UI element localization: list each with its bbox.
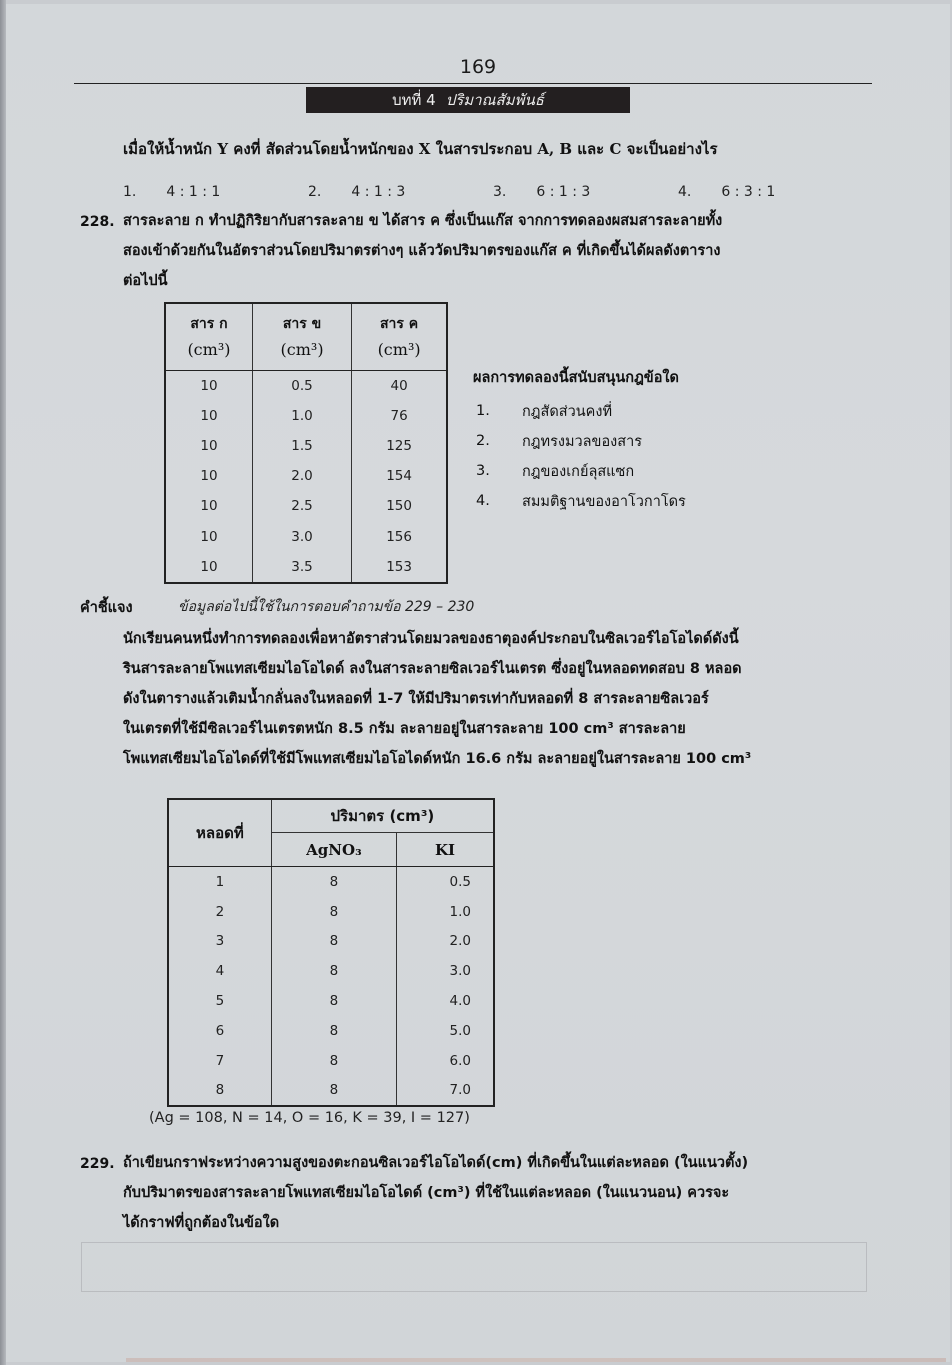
table-cell: 1 bbox=[168, 867, 271, 897]
option-text: กฎของเกย์ลุสแซก bbox=[522, 463, 635, 480]
table-row bbox=[165, 491, 447, 521]
table-row bbox=[165, 521, 447, 551]
table-cell: 6.0 bbox=[397, 1046, 494, 1076]
question-229-text bbox=[123, 1148, 868, 1238]
table-cell: 8 bbox=[271, 956, 396, 986]
table-cell: 3.5 bbox=[252, 552, 351, 583]
table-cell: 8 bbox=[271, 867, 396, 897]
table-cell: 154 bbox=[352, 461, 447, 491]
column-header: สาร ค (cm³) bbox=[352, 303, 447, 371]
option-3[interactable] bbox=[476, 456, 686, 486]
table-cell: 2.5 bbox=[252, 491, 351, 521]
table-cell: 8 bbox=[271, 1046, 396, 1076]
page-number: 169 bbox=[459, 56, 497, 78]
table-cell: 6 bbox=[168, 1016, 271, 1046]
column-header: สาร ก (cm³) bbox=[165, 303, 252, 371]
text-line: โพแทสเซียมไอโอไดด์ที่ใช้มีโพแทสเซียมไอโอไดด์หนัก 16.6 กรัม ละลายอยู่ในสารละลาย 100 cm³ bbox=[123, 751, 752, 767]
table-row bbox=[168, 1076, 494, 1107]
instructions-label: คำชี้แจง bbox=[80, 600, 133, 616]
table-header-row bbox=[165, 303, 447, 371]
table-row bbox=[168, 927, 494, 957]
table-cell: 8 bbox=[271, 1016, 396, 1046]
table-cell: 4 bbox=[168, 956, 271, 986]
chapter-banner bbox=[306, 87, 630, 113]
table-row bbox=[168, 986, 494, 1016]
table-cell: 153 bbox=[352, 552, 447, 583]
text-line: สารละลาย ก ทำปฏิกิริยากับสารละลาย ข ได้สาร ค ซึ่งเป็นแก๊ส จากการทดลองผสมสารละลายทั้ง bbox=[123, 213, 723, 229]
option-4[interactable] bbox=[476, 486, 686, 516]
question-number-228: 228. bbox=[80, 214, 115, 230]
choice-number: 3. bbox=[493, 184, 507, 200]
book-page bbox=[6, 4, 950, 1362]
table-row bbox=[165, 461, 447, 491]
option-text: สมมติฐานของอาโวกาโดร bbox=[522, 493, 686, 510]
table-cell: 7.0 bbox=[397, 1076, 494, 1107]
table-cell: 8 bbox=[271, 1076, 396, 1107]
instructions-body bbox=[123, 624, 868, 774]
table-header-row bbox=[168, 799, 494, 833]
table-cell: 7 bbox=[168, 1046, 271, 1076]
option-number: 4. bbox=[476, 493, 490, 509]
chapter-title: ปริมาณสัมพันธ์ bbox=[445, 91, 544, 109]
choice-value: 6 : 3 : 1 bbox=[721, 184, 776, 200]
table-cell: 2 bbox=[168, 897, 271, 927]
table-cell: 3.0 bbox=[252, 521, 351, 551]
prev-question-choices bbox=[123, 184, 863, 200]
table-cell: 5 bbox=[168, 986, 271, 1016]
table-cell: 8 bbox=[168, 1076, 271, 1107]
option-number: 1. bbox=[476, 403, 490, 419]
option-number: 2. bbox=[476, 433, 490, 449]
table-cell: 40 bbox=[352, 371, 447, 402]
table-cell: 2.0 bbox=[252, 461, 351, 491]
option-number: 3. bbox=[476, 463, 490, 479]
table-cell: 10 bbox=[165, 461, 252, 491]
option-text: กฎสัดส่วนคงที่ bbox=[522, 403, 613, 420]
choice-number: 4. bbox=[678, 184, 692, 200]
table-cell: 10 bbox=[165, 431, 252, 461]
table-cell: 0.5 bbox=[252, 371, 351, 402]
choice-4[interactable] bbox=[678, 184, 863, 200]
choice-3[interactable] bbox=[493, 184, 678, 200]
table-cell: 2.0 bbox=[397, 927, 494, 957]
choice-value: 6 : 1 : 3 bbox=[536, 184, 591, 200]
chapter-number: บทที่ 4 bbox=[392, 91, 436, 109]
table-row bbox=[165, 552, 447, 583]
column-header-ki: KI bbox=[397, 833, 494, 867]
table-cell: 10 bbox=[165, 521, 252, 551]
text-line: สองเข้าด้วยกันในอัตราส่วนโดยปริมาตรต่างๆ แล้ววัดปริมาตรของแก๊ส ค ที่เกิดขึ้นได้ผลดังตาราง bbox=[123, 243, 721, 259]
table-cell: 10 bbox=[165, 401, 252, 431]
table-cell: 125 bbox=[352, 431, 447, 461]
option-1[interactable] bbox=[476, 396, 686, 426]
table-cell: 3 bbox=[168, 927, 271, 957]
choice-number: 1. bbox=[123, 184, 137, 200]
column-header: สาร ข (cm³) bbox=[252, 303, 351, 371]
table-row bbox=[168, 867, 494, 897]
header-rule bbox=[74, 83, 872, 84]
table-cell: 10 bbox=[165, 371, 252, 402]
atomic-masses-note: (Ag = 108, N = 14, O = 16, K = 39, I = 127) bbox=[149, 1110, 470, 1126]
table-cell: 156 bbox=[352, 521, 447, 551]
table-cell: 150 bbox=[352, 491, 447, 521]
text-line: ถ้าเขียนกราฟระหว่างความสูงของตะกอนซิลเวอร์ไอโอไดด์(cm) ที่เกิดขึ้นในแต่ละหลอด (ในแนวตั้ง) bbox=[123, 1155, 749, 1171]
table-row bbox=[165, 431, 447, 461]
column-header-tube: หลอดที่ bbox=[168, 799, 271, 867]
table-cell: 1.0 bbox=[397, 897, 494, 927]
question-number-229: 229. bbox=[80, 1156, 115, 1172]
text-line: ได้กราฟที่ถูกต้องในข้อใด bbox=[123, 1215, 280, 1231]
table-cell: 3.0 bbox=[397, 956, 494, 986]
question-228-prompt: ผลการทดลองนี้สนับสนุนกฎข้อใด bbox=[473, 370, 679, 386]
table-cell: 8 bbox=[271, 927, 396, 957]
text-line: รินสารละลายโพแทสเซียมไอโอไดด์ ลงในสารละลายซิลเวอร์ไนเตรต ซึ่งอยู่ในหลอดทดสอบ 8 หลอด bbox=[123, 661, 742, 677]
prev-question-text: เมื่อให้น้ำหนัก Y คงที่ สัดส่วนโดยน้ำหนักของ X ในสารประกอบ A, B และ C จะเป็นอย่างไร bbox=[123, 140, 718, 158]
table-cell: 10 bbox=[165, 552, 252, 583]
text-line: นักเรียนคนหนึ่งทำการทดลองเพื่อหาอัตราส่วนโดยมวลของธาตุองค์ประกอบในซิลเวอร์ไอโอไดด์ดังนี้ bbox=[123, 631, 739, 647]
table-row bbox=[168, 1016, 494, 1046]
table-cell: 5.0 bbox=[397, 1016, 494, 1046]
question-228-text bbox=[123, 206, 868, 296]
text-line: ในเตรตที่ใช้มีซิลเวอร์ไนเตรตหนัก 8.5 กรัม ละลายอยู่ในสารละลาย 100 cm³ สารละลาย bbox=[123, 721, 686, 737]
text-line: ดังในตารางแล้วเติมน้ำกลั่นลงในหลอดที่ 1-7 ให้มีปริมาตรเท่ากับหลอดที่ 8 สารละลายซิลเวอร์ bbox=[123, 691, 709, 707]
choice-value: 4 : 1 : 1 bbox=[166, 184, 221, 200]
text-line: กับปริมาตรของสารละลายโพแทสเซียมไอโอไดด์ (cm³) ที่ใช้ในแต่ละหลอด (ในแนวนอน) ควรจะ bbox=[123, 1185, 730, 1201]
table-cell: 1.0 bbox=[252, 401, 351, 431]
option-text: กฎทรงมวลของสาร bbox=[522, 433, 643, 450]
instructions-note: ข้อมูลต่อไปนี้ใช้ในการตอบคำถามข้อ 229 – 230 bbox=[178, 599, 475, 615]
table-cell: 8 bbox=[271, 986, 396, 1016]
table-cell: 1.5 bbox=[252, 431, 351, 461]
text-line: ต่อไปนี้ bbox=[123, 273, 168, 289]
choice-value: 4 : 1 : 3 bbox=[351, 184, 406, 200]
column-header-volume: ปริมาตร (cm³) bbox=[271, 799, 494, 833]
bleed-through-box bbox=[81, 1242, 867, 1292]
table-cell: 8 bbox=[271, 897, 396, 927]
choice-2[interactable] bbox=[308, 184, 493, 200]
reaction-volume-table bbox=[164, 302, 448, 584]
choice-number: 2. bbox=[308, 184, 322, 200]
table-row bbox=[168, 956, 494, 986]
table-cell: 0.5 bbox=[397, 867, 494, 897]
column-header-agno3: AgNO₃ bbox=[271, 833, 396, 867]
table-cell: 4.0 bbox=[397, 986, 494, 1016]
table-cell: 10 bbox=[165, 491, 252, 521]
option-2[interactable] bbox=[476, 426, 686, 456]
table-row bbox=[168, 1046, 494, 1076]
question-228-options bbox=[476, 396, 686, 516]
test-tube-volume-table bbox=[167, 798, 495, 1107]
table-cell: 76 bbox=[352, 401, 447, 431]
table-row bbox=[168, 897, 494, 927]
table-row bbox=[165, 401, 447, 431]
page-bottom-edge bbox=[126, 1358, 946, 1362]
choice-1[interactable] bbox=[123, 184, 308, 200]
table-row bbox=[165, 371, 447, 402]
